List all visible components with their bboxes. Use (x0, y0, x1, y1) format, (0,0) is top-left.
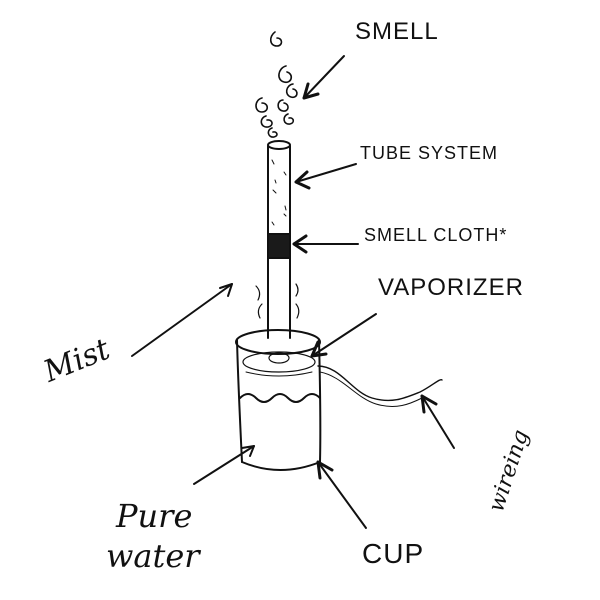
water-surface (240, 394, 320, 402)
mist-label: Mist (38, 331, 115, 390)
smell-swirls (256, 32, 297, 137)
smell-cloth-label: SMELL CLOTH* (364, 225, 508, 245)
vaporizer-disc (243, 352, 315, 372)
wiring-label: wireing (484, 426, 535, 516)
tube-system-label: TUBE SYSTEM (360, 143, 499, 163)
arrow-vaporizer (312, 314, 376, 356)
arrow-water (194, 446, 254, 484)
arrow-wiring (422, 396, 454, 448)
mist-wisps (256, 284, 299, 318)
pure-water-label-line1: Pure (116, 497, 193, 535)
vaporizer-label: VAPORIZER (378, 274, 524, 301)
cup-label: CUP (362, 538, 425, 569)
smell-label: SMELL (355, 18, 439, 45)
smell-cloth-band (268, 234, 290, 258)
arrow-mist (132, 284, 232, 356)
arrow-smell (304, 56, 344, 98)
pure-water-label-line2: water (106, 537, 200, 575)
arrow-cup (318, 462, 366, 528)
